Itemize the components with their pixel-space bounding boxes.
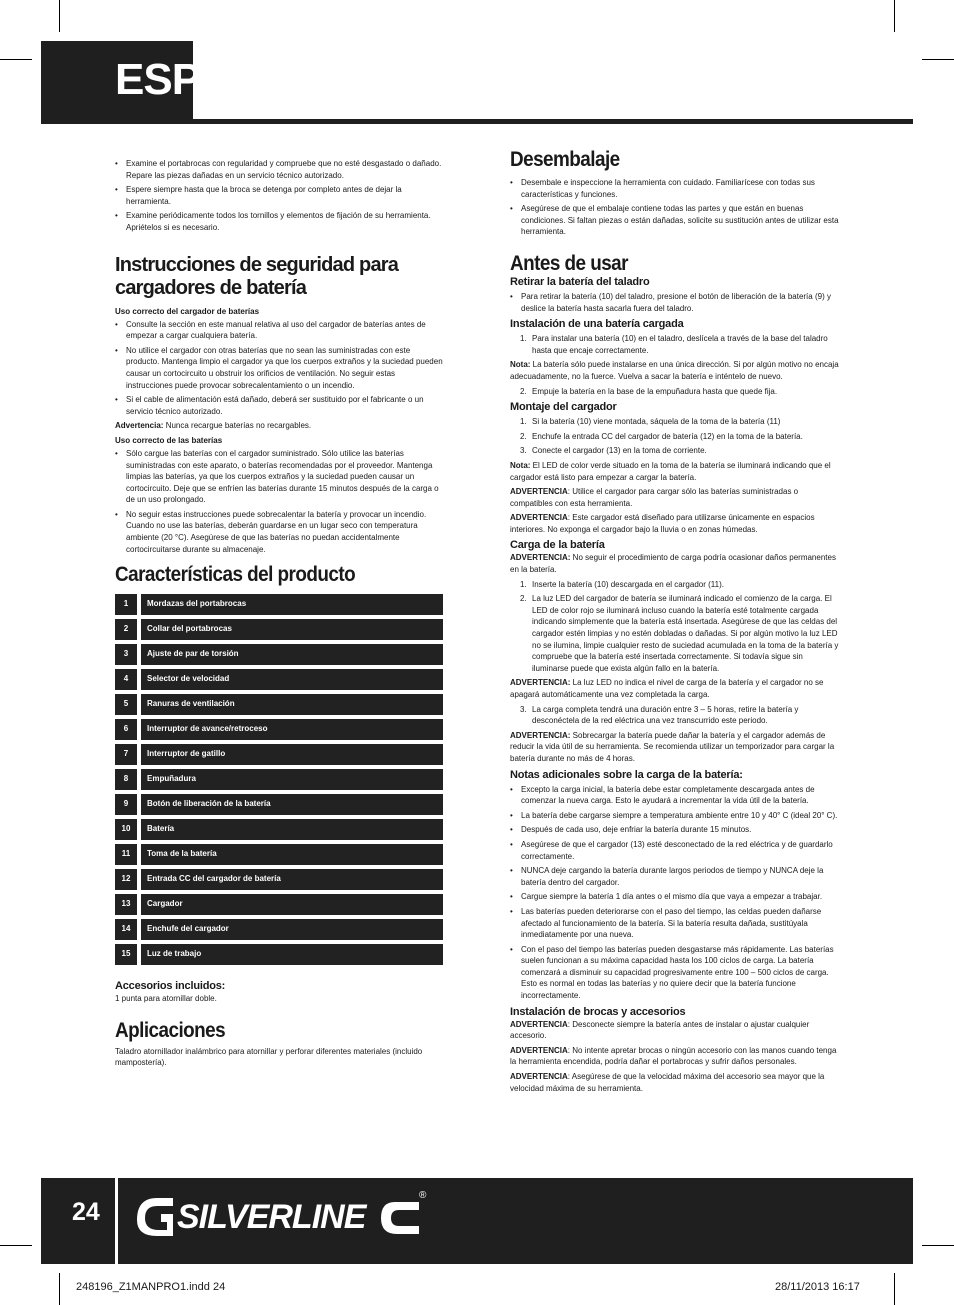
feature-number: 5 [115, 694, 137, 715]
warning-text: : No intente apretar brocas o ningún accesorio con las manos cuando tenga la herramienta encendida, podría dañar el portabrocas y sufrir daños personales. [510, 1045, 837, 1067]
feature-label: Mordazas del portabrocas [141, 594, 443, 615]
date-slug: 28/11/2013 16:17 [775, 1281, 860, 1293]
feature-label: Collar del portabrocas [141, 619, 443, 640]
feature-number: 13 [115, 894, 137, 915]
accessories-heading: Accesorios incluidos: [115, 980, 226, 993]
applications-heading: Aplicaciones [115, 1018, 226, 1042]
bits-heading: Instalación de brocas y accesorios [510, 1005, 686, 1018]
crop-mark [59, 0, 60, 32]
charger-mount-heading: Montaje del cargador [510, 401, 617, 414]
feature-row [115, 794, 443, 815]
bits-warning-3 [510, 1071, 840, 1094]
feature-row [115, 694, 443, 715]
warning-text: Sobrecargar la batería puede dañar la batería y el cargador además de reducir la vida útil de su herramienta. Se recomienda utilizar un temporizador para cargar la batería durante no más de 4 horas. [510, 730, 835, 763]
feature-label: Entrada CC del cargador de batería [141, 869, 443, 890]
warning-text: La luz LED no indica el nivel de carga de la batería y el cargador no se apagará automáticamente una vez completada la carga. [510, 678, 824, 699]
list-item: • Si el cable de alimentación está dañado, deberá ser sustituido por el fabricante o un servicio técnico autorizado. [115, 394, 443, 417]
step-text: Si la batería (10) viene montada, sáquela de la toma de la batería (11) [532, 417, 781, 427]
language-tab-label: ESP [115, 55, 201, 104]
warning-text: No seguir el procedimiento de carga podría ocasionar daños permanentes en la batería. [510, 553, 836, 575]
crop-mark [0, 1245, 32, 1246]
crop-mark [922, 1245, 954, 1246]
list-item: • Asegúrese de que el cargador (13) esté desconectado de la red eléctrica y de guardarlo correctamente. [510, 839, 840, 862]
warning-text: : Utilice el cargador para cargar sólo las baterías suministradas o compatibles con esta herramienta. [510, 487, 799, 508]
bits-warning-1 [510, 1019, 840, 1042]
step-text: La carga completa tendrá una duración entre 3 – 5 horas, retire la batería y desconéctela de la red eléctrica una vez transcurrido este periodo. [532, 704, 799, 726]
feature-row [115, 919, 443, 940]
warning-note [115, 420, 443, 432]
list-item: • Sólo cargue las baterías con el cargador suministrado. Sólo utilice las baterías suministradas con este aparato, o baterías recomendadas por el proveedor. Mantenga limpias las baterías, ya que los cuerpos extraños y la suciedad pueden causar un cortocircuito. Deje que se enfríen las baterías durante 15 minutos después de la carga o de un uso prolongado. [115, 448, 443, 506]
feature-label: Toma de la batería [141, 844, 443, 865]
bits-warning-2 [510, 1045, 840, 1068]
mount-steps [510, 416, 840, 457]
charging-notes [510, 784, 840, 1002]
feature-label: Cargador [141, 894, 443, 915]
feature-label: Ajuste de par de torsión [141, 644, 443, 665]
silverline-logo-icon [133, 1186, 433, 1242]
battery-use-subheading: Uso correcto de las baterías [115, 435, 223, 445]
warning-text: : Desconecte siempre la batería antes de instalar o ajustar cualquier accesorio. [510, 1019, 810, 1041]
charger-use-subheading: Uso correcto del cargador de baterías [115, 306, 260, 316]
feature-number: 1 [115, 594, 137, 615]
list-item: • Las baterías pueden deteriorarse con el paso del tiempo, las celdas pueden dañarse afectado al funcionamiento de la batería. Si la batería resulta dañada, sustitúyala inmediatamente por una nueva. [510, 906, 840, 941]
warning-label: ADVERTENCIA: [510, 678, 571, 688]
crop-mark [894, 1273, 895, 1305]
list-item: • Cargue siempre la batería 1 día antes o el mismo día que vaya a empezar a trabajar. [510, 891, 840, 903]
feature-row [115, 594, 443, 615]
feature-label: Empuñadura [141, 769, 443, 790]
crop-mark [894, 0, 895, 32]
feature-row [115, 944, 443, 965]
unpacking-heading: Desembalaje [510, 148, 620, 171]
feature-label: Enchufe del cargador [141, 919, 443, 940]
warning-label: ADVERTENCIA [510, 513, 568, 523]
step-text: Conecte el cargador (13) en la toma de corriente. [532, 446, 707, 456]
list-item: 1. Si la batería (10) viene montada, sáquela de la toma de la batería (11) [520, 417, 781, 427]
warning-label: ADVERTENCIA [510, 1019, 568, 1029]
unpacking-bullets [510, 177, 840, 238]
crop-mark [922, 59, 954, 60]
remove-battery-heading: Retirar la batería del taladro [510, 275, 650, 288]
left-column [115, 158, 443, 1072]
feature-label: Interruptor de avance/retroceso [141, 719, 443, 740]
list-item: • Después de cada uso, deje enfriar la batería durante 15 minutos. [510, 824, 840, 836]
step-text: La luz LED del cargador de batería se iluminará indicado el comienzo de la carga. El LED de color rojo se iluminará incluso cuando la batería esté totalmente cargada indicando simplemente que la batería está insertada. Asegúrese de que las celdas del cargador estén limpias y no estén dobladas o dañadas. Si por algún motivo la luz LED no se ilumina, limpie cualquier resto de suciedad acumulada en la toma de la batería y compruebe que la batería esté insertada correctamente. Si todavía sigue sin iluminarse puede que exista algún fallo en la batería. [532, 594, 839, 673]
list-item: 1. Para instalar una batería (10) en el taladro, deslícela a través de la base del taladro hasta que encaje correctamente. [520, 334, 828, 355]
mount-note [510, 460, 840, 483]
list-item: • Consulte la sección en este manual relativa al uso del cargador de baterías antes de empezar a cargar cualquiera batería. [115, 319, 443, 342]
list-item: 3. Conecte el cargador (13) en la toma de corriente. [520, 446, 707, 456]
feature-number: 6 [115, 719, 137, 740]
feature-row [115, 894, 443, 915]
feature-number: 9 [115, 794, 137, 815]
feature-row [115, 669, 443, 690]
feature-row [115, 619, 443, 640]
feature-row [115, 819, 443, 840]
charging-heading: Carga de la batería [510, 539, 605, 552]
feature-row [115, 869, 443, 890]
list-item: • La batería debe cargarse siempre a temperatura ambiente entre 10 y 40° C (ideal 20° C). [510, 810, 840, 822]
charging-warning-1 [510, 552, 840, 575]
brand-wordmark: SILVERLINE [177, 1198, 366, 1236]
intro-bullets [115, 158, 443, 234]
page-number: 24 [72, 1198, 100, 1226]
feature-row [115, 844, 443, 865]
note-text: El LED de color verde situado en la toma de la batería se iluminará indicando que el cargador está listo para empezar a cargar la batería. [510, 460, 831, 482]
charging-notes-heading: Notas adicionales sobre la carga de la batería: [510, 768, 743, 781]
feature-number: 2 [115, 619, 137, 640]
language-tab [41, 41, 201, 123]
crop-mark [0, 59, 32, 60]
header-rule [41, 119, 913, 124]
feature-number: 4 [115, 669, 137, 690]
feature-number: 7 [115, 744, 137, 765]
feature-row [115, 769, 443, 790]
file-slug: 248196_Z1MANPRO1.indd 24 [76, 1281, 226, 1293]
list-item: • Examine periódicamente todos los tornillos y elementos de fijación de su herramienta. Apriételos si es necesario. [115, 210, 443, 233]
feature-number: 12 [115, 869, 137, 890]
list-item: 2. La luz LED del cargador de batería se iluminará indicado el comienzo de la carga. El LED de color rojo se iluminará incluso cuando la batería esté totalmente cargada indicando simplemente que la batería está insertada. Asegúrese de que las celdas del cargador estén limpias y no estén dobladas o dañadas. Si por algún motivo la luz LED no se ilumina, limpie cualquier resto de suciedad acumulada en la toma de la batería y compruebe que la batería esté insertada correctamente. Si todavía sigue sin iluminarse puede que exista algún fallo en la batería. [520, 594, 839, 673]
feature-number: 10 [115, 819, 137, 840]
charger-bullets [115, 319, 443, 418]
list-item: • No seguir estas instrucciones puede sobrecalentar la batería y provocar un incendio. Cuando no use las baterías, deberán guardarse en un lugar seco con temperatura ambiente (20 °C). Asegúrese de que las baterías no puedan accidentalmente cortocircuitarse durante su almacenaje. [115, 509, 443, 555]
list-item: • Examine el portabrocas con regularidad y compruebe que no esté desgastado o dañado. Repare las piezas dañadas en un servicio técnico autorizado. [115, 158, 443, 181]
list-item: 2. Empuje la batería en la base de la empuñadura hasta que quede fija. [520, 386, 778, 396]
list-item: 1. Inserte la batería (10) descargada en el cargador (11). [520, 579, 724, 589]
feature-label: Selector de velocidad [141, 669, 443, 690]
step-text: Enchufe la entrada CC del cargador de batería (12) en la toma de la batería. [532, 431, 803, 441]
step-text: Para instalar una batería (10) en el taladro, deslícela a través de la base del taladro hasta que encaje correctamente. [532, 334, 828, 355]
list-item: • Excepto la carga inicial, la batería debe estar completamente descargada antes de comenzar la nueva carga. Esto le ayudará a incrementar la vida útil de la batería. [510, 784, 840, 807]
applications-text: Taladro atornillador inalámbrico para atornillar y perforar diferentes materiales (incluido mampostería). [115, 1046, 423, 1068]
note-text: La batería sólo puede instalarse en una única dirección. Si por algún motivo no encaja adecuadamente, no la fuerce. Vuelva a sacar la batería e inténtelo de nuevo. [510, 360, 839, 381]
warning-text: : Asegúrese de que la velocidad máxima del accesorio sea mayor que la velocidad máxima de su herramienta. [510, 1072, 825, 1093]
registered-mark: ® [419, 1190, 427, 1201]
warning-label: Advertencia: [115, 421, 164, 431]
charging-steps-continued [510, 704, 840, 727]
warning-label: ADVERTENCIA: [510, 553, 571, 563]
charging-warning-2 [510, 677, 840, 700]
feature-row [115, 644, 443, 665]
warning-label: ADVERTENCIA [510, 1045, 568, 1055]
list-item: • Con el paso del tiempo las baterías pueden desgastarse más rápidamente. Las baterías suelen funcionan a su máxima capacidad hasta los 100 ciclos de carga. La batería comenzará a disminuir su capacidad progresivamente entre 100 – 500 ciclos de carga. Esto es normal en todas las baterías y no quiere decir que la batería funcione incorrectamente. [510, 944, 840, 1002]
list-item: • Espere siempre hasta que la broca se detenga por completo antes de dejar la herramienta. [115, 184, 443, 207]
charging-warning-3 [510, 730, 840, 765]
list-item: • NUNCA deje cargando la batería durante largos periodos de tiempo y NUNCA deje la batería dentro del cargador. [510, 865, 840, 888]
charger-safety-heading: Instrucciones de seguridad para cargadores de batería [115, 253, 399, 299]
warning-label: ADVERTENCIA [510, 487, 568, 497]
note-label: Nota: [510, 360, 531, 370]
step-text: Empuje la batería en la base de la empuñadura hasta que quede fija. [532, 386, 778, 396]
feature-number: 3 [115, 644, 137, 665]
install-steps-continued [510, 386, 840, 398]
list-item: • Asegúrese de que el embalaje contiene todas las partes y que están en buenas condiciones. Si faltan piezas o están dañadas, solicite su sustitución antes de utilizar esta herramienta. [510, 203, 840, 238]
note-label: Nota: [510, 460, 531, 470]
charging-steps [510, 579, 840, 675]
warning-label: ADVERTENCIA: [510, 730, 571, 740]
feature-label: Interruptor de gatillo [141, 744, 443, 765]
list-item: • Para retirar la batería (10) del taladro, presione el botón de liberación de la batería (9) y deslice la batería hasta sacarla fuera del taladro. [510, 291, 840, 314]
list-item: • No utilice el cargador con otras baterías que no sean las suministradas con este producto. Mantenga limpio el cargador ya que los cuerpos extraños y la suciedad pueden causar un cortocircuito u obstruir los orificios de ventilación. No seguir estas instrucciones puede provocar sobrecalentamiento o un incendio. [115, 345, 443, 391]
feature-number: 15 [115, 944, 137, 965]
install-steps [510, 333, 840, 356]
feature-number: 8 [115, 769, 137, 790]
warning-text: Nunca recargue baterías no recargables. [163, 421, 312, 431]
features-heading: Características del producto [115, 563, 356, 587]
feature-number: 11 [115, 844, 137, 865]
feature-label: Batería [141, 819, 443, 840]
install-battery-heading: Instalación de una batería cargada [510, 318, 684, 331]
step-text: Inserte la batería (10) descargada en el cargador (11). [532, 579, 724, 589]
battery-bullets [115, 448, 443, 555]
remove-battery-bullets [510, 291, 840, 314]
list-item: • Desembale e inspeccione la herramienta con cuidado. Familiarícese con todas sus características y funciones. [510, 177, 840, 200]
crop-mark [59, 1273, 60, 1305]
before-use-heading: Antes de usar [510, 251, 628, 275]
right-column [510, 148, 840, 1097]
brand-logo [133, 1186, 433, 1247]
list-item: 3. La carga completa tendrá una duración entre 3 – 5 horas, retire la batería y desconéctela de la red eléctrica una vez transcurrido este periodo. [520, 704, 799, 726]
accessories-text: 1 punta para atornillar doble. [115, 994, 217, 1004]
warning-label: ADVERTENCIA [510, 1072, 568, 1082]
feature-number: 14 [115, 919, 137, 940]
footer-divider [115, 1178, 118, 1264]
features-table [115, 590, 443, 969]
mount-warning-1 [510, 486, 840, 509]
feature-row [115, 744, 443, 765]
feature-label: Luz de trabajo [141, 944, 443, 965]
feature-row [115, 719, 443, 740]
list-item: 2. Enchufe la entrada CC del cargador de batería (12) en la toma de la batería. [520, 431, 803, 441]
install-note [510, 359, 840, 382]
warning-text: : Este cargador está diseñado para utilizarse únicamente en espacios interiores. No exponga el cargador bajo la lluvia o en zonas húmedas. [510, 513, 815, 534]
feature-label: Ranuras de ventilación [141, 694, 443, 715]
mount-warning-2 [510, 512, 840, 535]
feature-label: Botón de liberación de la batería [141, 794, 443, 815]
